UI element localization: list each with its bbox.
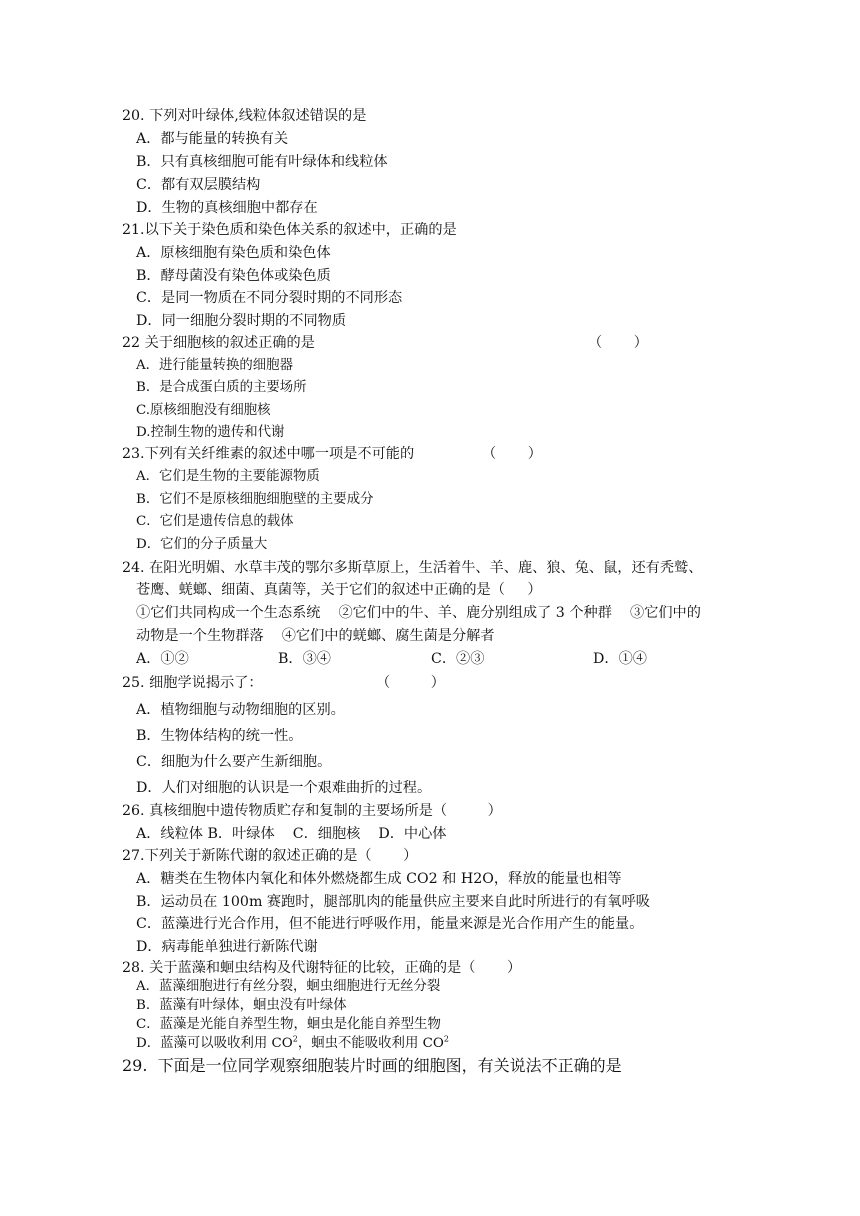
question-24-option-d: D．①④ xyxy=(593,651,647,667)
subscript-2: 2 xyxy=(292,1034,298,1044)
question-21-option-b: B．酵母菌没有染色体或染色质 xyxy=(136,268,331,284)
question-22-option-c: C.原核细胞没有细胞核 xyxy=(136,403,271,418)
question-20-stem: 20. 下列对叶绿体,线粒体叙述错误的是 xyxy=(122,108,367,124)
question-25-option-c: C．细胞为什么要产生新细胞。 xyxy=(136,754,332,770)
question-27-option-c: C．蓝藻进行光合作用，但不能进行呼吸作用，能量来源是光合作用产生的能量。 xyxy=(136,916,644,932)
question-24-statements-line-2: 动物是一个生物群落 ④它们中的蜣螂、腐生菌是分解者 xyxy=(136,628,495,644)
question-22-stem: 22 关于细胞核的叙述正确的是 xyxy=(122,335,315,351)
question-24-stem-line-2: 苍鹰、蜣螂、细菌、真菌等，关于它们的叙述中正确的是（ ） xyxy=(136,582,542,598)
question-23-option-b: B．它们不是原核细胞细胞壁的主要成分 xyxy=(136,492,374,507)
question-25-option-b: B．生物体结构的统一性。 xyxy=(136,728,303,744)
question-22-option-a: A．进行能量转换的细胞器 xyxy=(136,358,293,373)
question-21-option-d: D．同一细胞分裂时期的不同物质 xyxy=(136,313,347,329)
question-28-stem: 28. 关于蓝藻和蛔虫结构及代谢特征的比较，正确的是（ ） xyxy=(122,960,522,976)
question-25-option-d: D．人们对细胞的认识是一个艰难曲折的过程。 xyxy=(136,780,432,796)
question-22-option-d: D.控制生物的遗传和代谢 xyxy=(136,425,285,440)
question-29-stem: 29. 下面是一位同学观察细胞装片时画的细胞图，有关说法不正确的是 xyxy=(122,1056,622,1075)
question-23-stem: 23.下列有关纤维素的叙述中哪一项是不可能的 xyxy=(122,446,415,462)
question-27-option-a: A．糖类在生物体内氧化和体外燃烧都生成 CO2 和 H2O，释放的能量也相等 xyxy=(136,871,622,887)
question-24-option-c: C．②③ xyxy=(431,651,485,667)
question-21-stem: 21.以下关于染色质和染色体关系的叙述中，正确的是 xyxy=(122,222,457,238)
question-22-option-b: B．是合成蛋白质的主要场所 xyxy=(136,380,307,395)
question-28-option-d-part-2: ，蛔虫不能吸收利用 CO xyxy=(297,1036,444,1051)
question-23-answer-blank: （ ） xyxy=(482,446,542,462)
question-27-option-b: B．运动员在 100m 赛跑时，腿部肌肉的能量供应主要来自此时所进行的有氧呼吸 xyxy=(136,894,650,910)
question-21-option-c: C．是同一物质在不同分裂时期的不同形态 xyxy=(136,290,403,306)
question-24-option-a: A．①② xyxy=(136,651,189,667)
question-28-option-d xyxy=(136,1034,449,1054)
question-25-answer-blank: （ ） xyxy=(376,675,445,691)
question-27-stem: 27.下列关于新陈代谢的叙述正确的是（ ） xyxy=(122,848,418,864)
question-24-option-b: B．③④ xyxy=(278,651,331,667)
question-22-answer-blank: （ ） xyxy=(588,335,648,351)
question-24-statements-line-1: ①它们共同构成一个生态系统 ②它们中的牛、羊、鹿分别组成了 3 个种群 ③它们中的 xyxy=(136,605,701,621)
question-28-option-b: B．蓝藻有叶绿体，蛔虫没有叶绿体 xyxy=(136,998,347,1013)
question-20-option-a: A．都与能量的转换有关 xyxy=(136,131,289,147)
question-26-options: A．线粒体 B．叶绿体 C．细胞核 D．中心体 xyxy=(136,826,447,842)
question-25-stem: 25. 细胞学说揭示了： xyxy=(122,675,263,691)
question-28-option-c: C．蓝藻是光能自养型生物，蛔虫是化能自养型生物 xyxy=(136,1017,441,1032)
question-20-option-c: C．都有双层膜结构 xyxy=(136,177,261,193)
question-28-option-d-part-1: D．蓝藻可以吸收利用 CO xyxy=(136,1036,293,1051)
question-25-option-a: A．植物细胞与动物细胞的区别。 xyxy=(136,702,345,718)
question-23-option-d: D．它们的分子质量大 xyxy=(136,537,268,552)
question-20-option-d: D．生物的真核细胞中都存在 xyxy=(136,200,318,216)
question-23-option-c: C．它们是遗传信息的载体 xyxy=(136,514,294,529)
question-28-option-a: A．蓝藻细胞进行有丝分裂，蛔虫细胞进行无丝分裂 xyxy=(136,979,441,994)
question-27-option-d: D．病毒能单独进行新陈代谢 xyxy=(136,939,318,955)
question-21-option-a: A．原核细胞有染色质和染色体 xyxy=(136,245,331,261)
subscript-2: 2 xyxy=(443,1034,449,1044)
question-23-option-a: A．它们是生物的主要能源物质 xyxy=(136,469,320,484)
question-26-stem: 26. 真核细胞中遗传物质贮存和复制的主要场所是（ ） xyxy=(122,803,502,819)
question-20-option-b: B．只有真核细胞可能有叶绿体和线粒体 xyxy=(136,154,388,170)
question-24-stem-line-1: 24. 在阳光明媚、水草丰茂的鄂尔多斯草原上，生活着牛、羊、鹿、狼、兔、鼠，还有秃鹫、 xyxy=(122,560,703,576)
